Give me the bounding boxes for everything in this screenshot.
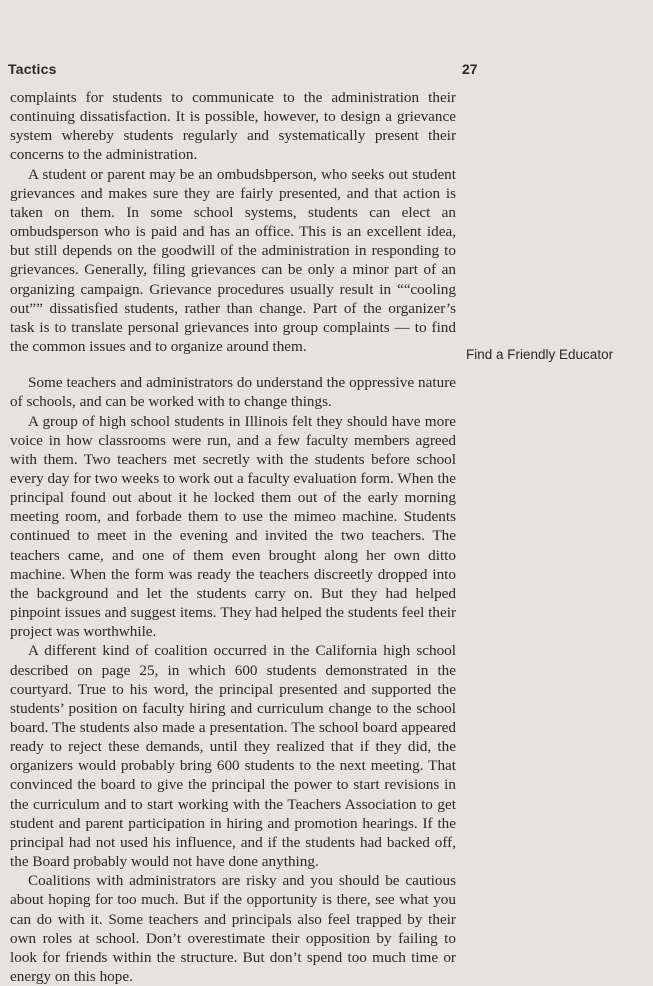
paragraph-4: A group of high school students in Illinois felt they should have more voice in how classrooms were run, and a few faculty members agreed with them. Two teachers met secretly with the students before school every day for two weeks to work out a faculty evaluation form. When the principal found out about it he locked them out of the early morning meeting room, and forbade them to use the mimeo machine. Students continued to meet in the evening and invited the two teachers. The teachers came, and one of them even brought along her own ditto machine. When the form was ready the teachers discreetly dropped into the background and let the students carry on. But they had helped pinpoint issues and suggest items. They had helped the students feel their project was worthwhile.: [10, 412, 456, 641]
paragraph-2: A student or parent may be an ombudsbperson, who seeks out student grievances and makes sure they are fairly presented, and that action is taken on them. In some school systems, students can elect an ombudsperson who is paid and has an office. This is an excellent idea, but still depends on the goodwill of the administration in responding to grievances. Generally, filing grievances can be only a minor part of an organizing campaign. Grievance procedures usually result in ““cooling out”” dissatisfied students, rather than change. Part of the organizer’s task is to translate personal grievances into group complaints — to find the common issues and to organize around them.: [10, 165, 456, 356]
paragraph-5: A different kind of coalition occurred in the California high school described on page 25, in which 600 students demonstrated in the courtyard. True to his word, the principal presented and supported the students’ position on faculty hiring and curriculum change to the school board. The students also made a presentation. The school board appeared ready to reject these demands, until they realized that if they did, the organizers would probably bring 600 students to the next meeting. That convinced the board to give the principal the power to start revisions in the curriculum and to start working with the Teachers Association to get student and parent participation in hiring and promotion hearings. If the principal had not used his influence, and if the students had backed off, the Board probably would not have done anything.: [10, 642, 456, 871]
body-text: [10, 88, 456, 986]
section-gap: [10, 356, 456, 373]
paragraph-1: complaints for students to communicate to the administration their continuing dissatisfaction. It is possible, however, to design a grievance system whereby students regularly and systematically present their concerns to the administration.: [10, 89, 456, 164]
paragraph-3: Some teachers and administrators do understand the oppressive nature of schools, and can be worked with to change things.: [10, 374, 456, 411]
running-head-section: Tactics: [8, 61, 57, 77]
page-number: 27: [462, 61, 478, 77]
margin-heading: Find a Friendly Educator: [466, 347, 614, 362]
paragraph-6: Coalitions with administrators are risky and you should be cautious about hoping for too much. But if the opportunity is there, see what you can do with it. Some teachers and principals also feel trapped by their own roles at school. Don’t overestimate their opposition by failing to look for friends within the structure. But don’t spend too much time or energy on this hope.: [10, 872, 456, 986]
